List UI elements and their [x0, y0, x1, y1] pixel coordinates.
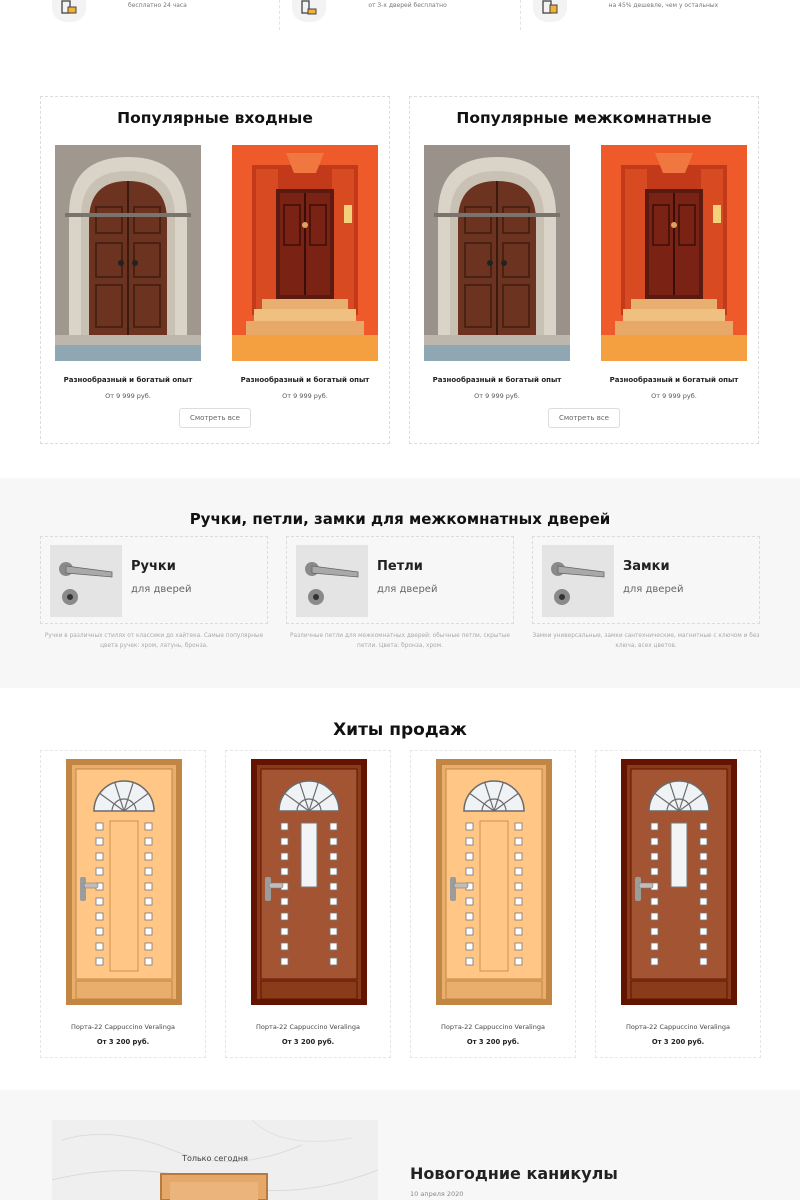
stone-arch-door-image[interactable] — [55, 145, 201, 361]
accessory-name[interactable]: Замки — [623, 559, 670, 574]
accessory-name[interactable]: Ручки — [131, 559, 176, 574]
section-title: Ручки, петли, замки для межкомнатных дверей — [189, 510, 611, 528]
red-ornate-door-image[interactable] — [232, 145, 378, 361]
product-price: От 9 999 руб. — [651, 392, 697, 400]
accessory-description: Различные петли для межкомнатных дверей: обычные петли, скрытые петли. Цвета: бронза, хром. — [290, 633, 510, 649]
feature-item — [280, 0, 520, 30]
accessories-section — [0, 478, 800, 688]
door-image[interactable] — [621, 759, 737, 1005]
hit-product-card[interactable] — [225, 750, 391, 1058]
stone-arch-door-image[interactable] — [424, 145, 570, 361]
hit-product-card[interactable] — [410, 750, 576, 1058]
product-price: От 3 200 руб. — [466, 1038, 520, 1046]
door-price-icon — [533, 0, 567, 22]
product-name[interactable]: Разнообразный и богатый опыт — [63, 376, 193, 384]
product-name[interactable]: Разнообразный и богатый опыт — [432, 376, 562, 384]
accessory-description: Замки универсальные, замки сантехнические, магнитные с ключом и без ключа, всех цветов. — [532, 633, 760, 649]
door-handle-image[interactable] — [50, 545, 122, 617]
product-card[interactable] — [55, 145, 201, 400]
accessory-card-handles[interactable] — [40, 536, 268, 624]
product-card[interactable] — [232, 145, 378, 400]
product-price: От 3 200 руб. — [651, 1038, 705, 1046]
product-name[interactable]: Разнообразный и богатый опыт — [609, 376, 739, 384]
product-name[interactable]: Порта-22 Cappuccino Veralinga — [441, 1023, 545, 1031]
product-price: От 3 200 руб. — [281, 1038, 335, 1046]
feature-item — [521, 0, 760, 30]
product-price: От 9 999 руб. — [282, 392, 328, 400]
features-strip — [40, 0, 760, 30]
view-all-button[interactable]: Смотреть все — [548, 408, 620, 428]
door-image[interactable] — [251, 759, 367, 1005]
product-price: От 9 999 руб. — [105, 392, 151, 400]
promo-badge: Только сегодня — [182, 1154, 248, 1163]
accessory-description: Ручки в различных стилях от классики до хайтека. Самые популярные цвета ручек: хром, латунь, бронза. — [44, 633, 264, 649]
feature-text: бесплатно 24 часа — [128, 2, 187, 9]
accessory-subtitle: для дверей — [377, 584, 438, 595]
popular-interior-section — [409, 96, 759, 444]
section-title: Популярные межкомнатные — [456, 109, 712, 127]
product-name[interactable]: Порта-22 Cappuccino Veralinga — [256, 1023, 360, 1031]
section-title: Хиты продаж — [333, 720, 467, 740]
hit-product-card[interactable] — [595, 750, 761, 1058]
door-cart-icon — [52, 0, 86, 22]
accessory-card-hinges[interactable] — [286, 536, 514, 624]
red-ornate-door-image[interactable] — [601, 145, 747, 361]
promo-date: 10 апреля 2020 — [410, 1190, 464, 1198]
accessory-card-locks[interactable] — [532, 536, 760, 624]
door-hand-icon — [292, 0, 326, 22]
view-all-button[interactable]: Смотреть все — [179, 408, 251, 428]
accessory-subtitle: для дверей — [623, 584, 684, 595]
popular-entrance-section — [40, 96, 390, 444]
section-title: Популярные входные — [117, 109, 313, 127]
product-card[interactable] — [424, 145, 570, 400]
feature-text: на 45% дешевле, чем у остальных — [608, 2, 719, 9]
feature-text: от 3-х дверей бесплатно — [368, 2, 447, 9]
door-handle-image[interactable] — [542, 545, 614, 617]
accessory-subtitle: для дверей — [131, 584, 192, 595]
promo-section — [0, 1090, 800, 1200]
promo-image[interactable] — [52, 1120, 378, 1200]
door-image[interactable] — [66, 759, 182, 1005]
product-name[interactable]: Порта-22 Cappuccino Veralinga — [71, 1023, 175, 1031]
accessory-name[interactable]: Петли — [377, 559, 423, 574]
promo-title[interactable]: Новогодние каникулы — [410, 1164, 618, 1183]
product-price: От 9 999 руб. — [474, 392, 520, 400]
product-name[interactable]: Разнообразный и богатый опыт — [240, 376, 370, 384]
product-name[interactable]: Порта-22 Cappuccino Veralinga — [626, 1023, 730, 1031]
hit-product-card[interactable] — [40, 750, 206, 1058]
product-card[interactable] — [601, 145, 747, 400]
product-price: От 3 200 руб. — [96, 1038, 150, 1046]
door-handle-image[interactable] — [296, 545, 368, 617]
door-image[interactable] — [436, 759, 552, 1005]
feature-item — [40, 0, 280, 30]
